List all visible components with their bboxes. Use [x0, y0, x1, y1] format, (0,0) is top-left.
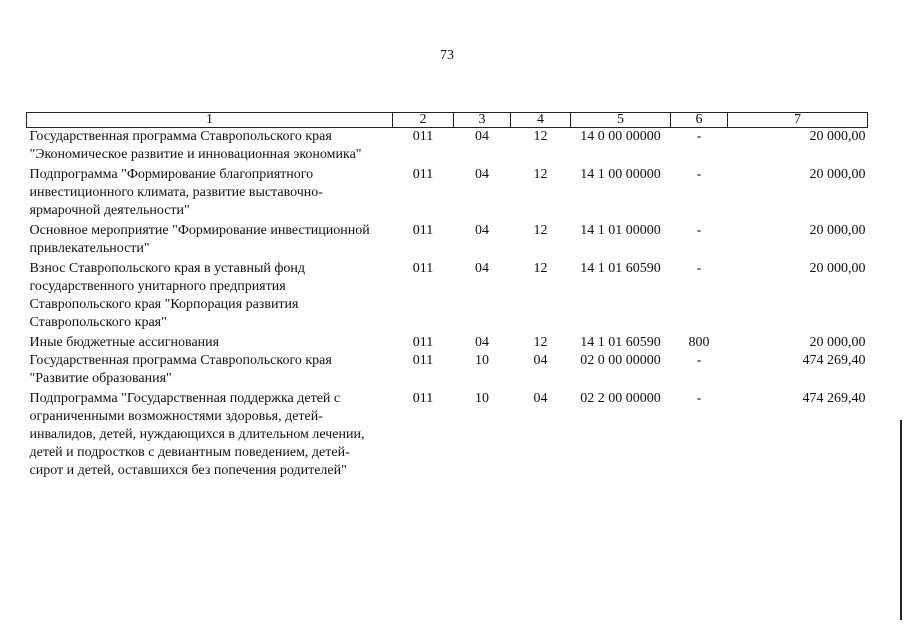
row-ministry-code: 011 [412, 353, 434, 368]
row-amount: 20 000,00 [809, 335, 866, 350]
table-row [27, 352, 868, 390]
row-ministry-code: 011 [412, 129, 434, 144]
row-target-code: 14 1 00 00000 [580, 167, 661, 182]
row-subsection-code: 04 [533, 353, 548, 368]
row-ministry-code: 011 [412, 391, 434, 406]
scan-margin-line [900, 420, 902, 620]
row-name: Взнос Ставропольского края в уставный фонд государственного унитарного предприятия Ставропольского края "Корпорация развития Ставропольского края" [29, 261, 306, 330]
table-row [27, 390, 868, 480]
row-name: Основное мероприятие "Формирование инвестиционной привлекательности" [29, 223, 370, 256]
header-col-4: 4 [511, 113, 571, 128]
row-target-code: 14 1 01 60590 [580, 261, 661, 276]
row-name: Государственная программа Ставропольского края "Экономическое развитие и инновационная экономика" [29, 129, 362, 162]
row-subsection-code: 12 [533, 261, 548, 276]
row-ministry-code: 011 [412, 335, 434, 350]
row-subsection-code: 12 [533, 167, 548, 182]
row-amount: 20 000,00 [809, 167, 866, 182]
page-number: 73 [440, 48, 454, 63]
row-expense-type: - [696, 391, 702, 406]
row-amount: 474 269,40 [802, 353, 866, 368]
table-body [27, 128, 868, 481]
row-name: Государственная программа Ставропольского края "Развитие образования" [29, 353, 332, 386]
table-row [27, 260, 868, 334]
row-ministry-code: 011 [412, 223, 434, 238]
table-row [27, 166, 868, 222]
row-name: Подпрограмма "Государственная поддержка детей с ограниченными возможностями здоровья, детей-инвалидов, детей, нуждающихся в длительном лечении, детей и подростков с девиантным поведением, детей-сирот и детей, оставшихся без попечения родителей" [29, 391, 365, 478]
header-col-3: 3 [454, 113, 511, 128]
header-col-5: 5 [571, 113, 671, 128]
row-section-code: 04 [475, 167, 489, 182]
row-target-code: 02 0 00 00000 [580, 353, 661, 368]
row-subsection-code: 12 [533, 335, 548, 350]
row-expense-type: - [696, 129, 702, 144]
table-row [27, 222, 868, 260]
header-col-1: 1 [27, 113, 393, 128]
row-expense-type: - [696, 353, 702, 368]
row-target-code: 02 2 00 00000 [580, 391, 661, 406]
row-subsection-code: 12 [533, 223, 548, 238]
row-expense-type: - [696, 167, 702, 182]
row-amount: 474 269,40 [802, 391, 866, 406]
row-subsection-code: 04 [533, 391, 548, 406]
row-target-code: 14 1 01 00000 [580, 223, 661, 238]
table-header [27, 113, 868, 128]
row-section-code: 04 [475, 335, 489, 350]
row-ministry-code: 011 [412, 167, 434, 182]
header-row [27, 113, 868, 128]
budget-table [26, 112, 868, 480]
row-target-code: 14 1 01 60590 [580, 335, 661, 350]
header-col-2: 2 [393, 113, 454, 128]
row-amount: 20 000,00 [809, 129, 866, 144]
row-section-code: 10 [475, 391, 489, 406]
row-expense-type: - [696, 223, 702, 238]
row-section-code: 04 [475, 129, 489, 144]
table-row [27, 128, 868, 167]
row-amount: 20 000,00 [809, 223, 866, 238]
row-amount: 20 000,00 [809, 261, 866, 276]
row-name: Иные бюджетные ассигнования [29, 335, 220, 350]
row-name: Подпрограмма "Формирование благоприятного инвестиционного климата, развитие выставочно-ярмарочной деятельности" [29, 167, 323, 218]
row-ministry-code: 011 [412, 261, 434, 276]
row-section-code: 10 [475, 353, 489, 368]
row-subsection-code: 12 [533, 129, 548, 144]
budget-table-container [26, 112, 868, 480]
row-expense-type: 800 [688, 335, 710, 350]
row-target-code: 14 0 00 00000 [580, 129, 661, 144]
table-row [27, 334, 868, 352]
row-section-code: 04 [475, 223, 489, 238]
header-col-7: 7 [728, 113, 868, 128]
row-section-code: 04 [475, 261, 489, 276]
header-col-6: 6 [671, 113, 728, 128]
row-expense-type: - [696, 261, 702, 276]
